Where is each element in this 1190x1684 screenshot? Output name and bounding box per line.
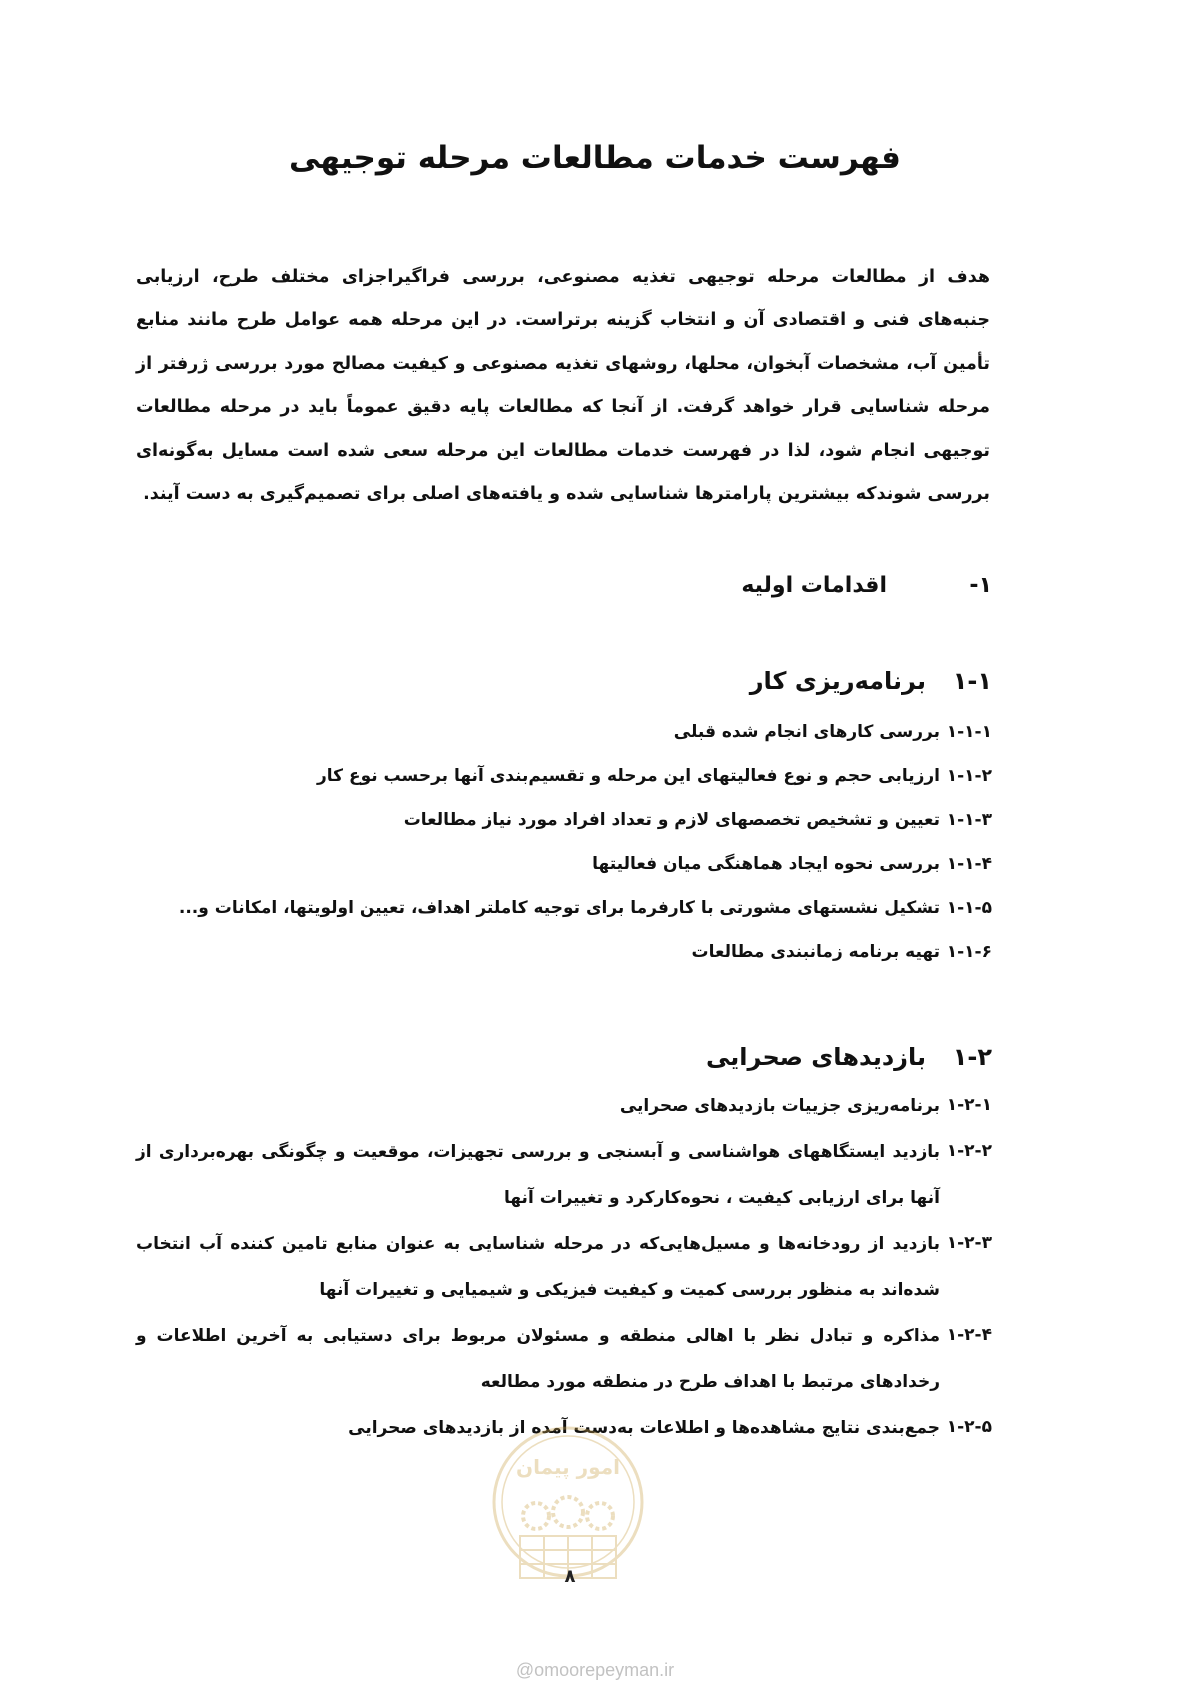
item-number: ۱-۲-۳ [946, 1233, 992, 1253]
list-item [136, 798, 992, 842]
subsection-title: برنامه‌ریزی کار [749, 667, 926, 695]
list-item [136, 1083, 992, 1129]
subsection-1-1-list [136, 710, 992, 974]
item-number: ۱-۱-۴ [946, 854, 992, 874]
section-heading-1 [741, 573, 992, 598]
item-text: بررسی کارهای انجام شده قبلی [673, 722, 940, 742]
intro-paragraph: هدف از مطالعات مرحله توجیهی تغذیه مصنوعی، بررسی فراگیراجزای مختلف طرح، ارزیابی جنبه‌های فنی و اقتصادی آن و انتخاب گزینه برتراست. در این مرحله همه عوامل طرح مانند منابع تأمین آب، مشخصات آبخوان، محلها، روشهای تغذیه مصنوعی و کیفیت مصالح مورد بررسی ژرفتر از مرحله شناسایی قرار خواهد گرفت. از آنجا که مطالعات پایه دقیق عموماً باید در مرحله مطالعات توجیهی انجام شود، لذا در فهرست خدمات مطالعات این مرحله سعی شده است مسایل به‌گونه‌ای بررسی شوندکه بیشترین پارامترها شناسایی شده و یافته‌های اصلی برای تصمیم‌گیری به دست آیند. [136, 266, 990, 504]
item-text: بررسی نحوه ایجاد هماهنگی میان فعالیتها [592, 854, 940, 874]
list-item [136, 1221, 992, 1313]
item-number: ۱-۲-۱ [946, 1095, 992, 1115]
section-title: اقدامات اولیه [741, 573, 887, 598]
subsection-number: ۱-۱ [952, 667, 992, 695]
item-number: ۱-۲-۲ [946, 1141, 992, 1161]
subsection-heading-1-1 [750, 667, 992, 695]
item-text: تشکیل نشستهای مشورتی با کارفرما برای توجیه کاملتر اهداف، تعیین اولویتها، امکانات و... [178, 898, 940, 918]
list-item [136, 1313, 992, 1405]
list-item [136, 842, 992, 886]
item-text: ارزیابی حجم و نوع فعالیتهای این مرحله و تقسیم‌بندی آنها برحسب نوع کار [316, 766, 940, 786]
item-text: مذاکره و تبادل نظر با اهالی منطقه و مسئولان مربوط برای دستیابی به آخرین اطلاعات و رخدادهای مرتبط با اهداف طرح در منطقه مورد مطالعه [136, 1326, 940, 1392]
svg-text:امور پیمان: امور پیمان [516, 1455, 620, 1479]
item-text: برنامه‌ریزی جزییات بازدیدهای صحرایی [619, 1096, 940, 1116]
list-item [136, 710, 992, 754]
section-number: ۱- [969, 573, 992, 598]
list-item [136, 1129, 992, 1221]
item-number: ۱-۲-۴ [946, 1325, 992, 1345]
list-item [136, 930, 992, 974]
page-title: فهرست خدمات مطالعات مرحله توجیهی [289, 140, 901, 176]
item-number: ۱-۱-۳ [946, 810, 992, 830]
item-number: ۱-۱-۵ [946, 898, 992, 918]
item-number: ۱-۱-۱ [946, 722, 992, 742]
item-number: ۱-۱-۲ [946, 766, 992, 786]
page-number: ۸ [564, 1566, 576, 1587]
subsection-1-2-list [136, 1083, 992, 1451]
subsection-number: ۱-۲ [952, 1043, 992, 1071]
subsection-title: بازدیدهای صحرایی [706, 1043, 926, 1071]
item-text: بازدید از رودخانه‌ها و مسیل‌هایی‌که در مرحله شناسایی به عنوان منابع تامین کننده آب انتخاب شده‌اند به منظور بررسی کمیت و کیفیت فیزیکی و شیمیایی و تغییرات آنها [136, 1234, 940, 1300]
item-number: ۱-۱-۶ [946, 942, 992, 962]
site-watermark-text: @omoorepeyman.ir [515, 1660, 675, 1680]
list-item [136, 886, 992, 930]
item-text: تهیه برنامه زمانبندی مطالعات [691, 942, 940, 962]
item-text: بازدید ایستگاههای هواشناسی و آبسنجی و بررسی تجهیزات، موقعیت و چگونگی بهره‌برداری از آنها برای ارزیابی کیفیت ، نحوه‌کارکرد و تغییرات آنها [136, 1142, 940, 1208]
item-text: تعیین و تشخیص تخصصهای لازم و تعداد افراد مورد نیاز مطالعات [403, 810, 940, 830]
item-number: ۱-۲-۵ [946, 1417, 992, 1437]
subsection-heading-1-2 [706, 1043, 992, 1071]
item-text: جمع‌بندی نتایج مشاهده‌ها و اطلاعات به‌دست آمده از بازدیدهای صحرایی [348, 1418, 940, 1438]
list-item [136, 754, 992, 798]
